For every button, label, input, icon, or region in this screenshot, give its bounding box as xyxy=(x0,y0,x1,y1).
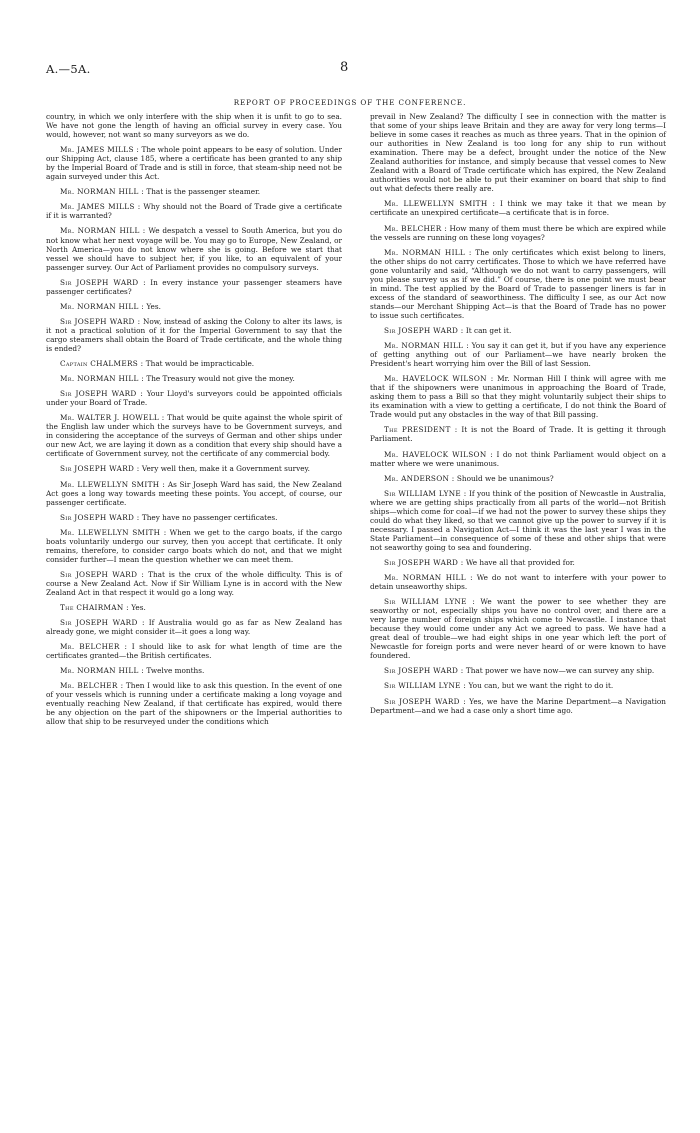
speaker-name: Sir JOSEPH WARD : xyxy=(60,389,144,399)
speech-text: That power we have now—we can survey any ship. xyxy=(465,666,655,676)
running-head: REPORT OF PROCEEDINGS OF THE CONFERENCE. xyxy=(233,98,467,107)
speaker-name: Mr. NORMAN HILL : xyxy=(384,247,472,257)
speaker-name: Sir WILLIAM LYNE : xyxy=(384,488,467,498)
speech-text: It is not the Board of Trade. It is getting it through Parliament. xyxy=(370,425,666,444)
speech-paragraph xyxy=(46,278,342,296)
speech-paragraph xyxy=(46,226,342,271)
speaker-name: Mr. NORMAN HILL : xyxy=(60,301,144,311)
speech-paragraph xyxy=(370,374,666,419)
speech-paragraph xyxy=(46,359,342,368)
speaker-name: Mr. NORMAN HILL : xyxy=(60,666,144,676)
speech-paragraph xyxy=(370,489,666,552)
speech-paragraph xyxy=(46,513,342,522)
speaker-name: Sir JOSEPH WARD : xyxy=(60,316,141,326)
speech-paragraph xyxy=(46,374,342,383)
speech-paragraph xyxy=(46,112,342,139)
speech-paragraph xyxy=(46,389,342,407)
speech-paragraph xyxy=(46,570,342,597)
speech-text: How many of them must there be which are expired while the vessels are running on these long voyages? xyxy=(370,223,666,242)
speaker-name: Captain CHALMERS : xyxy=(60,359,144,369)
speech-paragraph xyxy=(46,464,342,473)
page-reference: A.—5A. xyxy=(46,62,91,76)
speech-paragraph xyxy=(46,302,342,311)
speech-text: Very well then, make it a Government survey. xyxy=(141,464,310,474)
speech-paragraph xyxy=(370,326,666,335)
speaker-name: The PRESIDENT : xyxy=(384,425,458,435)
speech-paragraph xyxy=(370,224,666,242)
speaker-name: Mr. NORMAN HILL : xyxy=(384,573,473,583)
speaker-name: Mr. JAMES MILLS : xyxy=(60,202,141,212)
speech-text: When we get to the cargo boats, if the cargo boats voluntarily undergo our survey, then you accept that certificate. It only remains, therefore, to consider cargo boats which do not, and that we might consider further—I mean the question whether we can meet them. xyxy=(46,527,342,564)
speaker-name: Sir JOSEPH WARD : xyxy=(384,325,464,335)
speaker-name: Mr. BELCHER : xyxy=(384,223,448,233)
speaker-name: Sir JOSEPH WARD : xyxy=(60,618,145,628)
speaker-name: Mr. LLEWELLYN SMITH : xyxy=(60,479,166,489)
speech-text: prevail in New Zealand? The difficulty I see in connection with the matter is that some of your ships leave Britain and they are away for very long terms—I believe in some cases it reaches as much as three years. That in the opinion of our authorities in New Zealand is too long for any ship to run without examination. There may be a defect, brought under the notice of the New Zealand authorities for instance, and simply because that vessel comes to New Zealand with a Board of Trade certificate which has expired, the New Zealand authorities would not be able to put their examiner on board that ship to find out what defects there really are. xyxy=(370,112,666,194)
speech-text: You say it can get it, but if you have any experience of getting anything out of our Parliament—we have nearly broken the President's heart worrying him over the Bill of last Session. xyxy=(370,341,666,369)
speaker-name: Sir JOSEPH WARD : xyxy=(60,569,145,579)
speech-paragraph xyxy=(370,697,666,715)
speaker-name: Sir JOSEPH WARD : xyxy=(60,464,140,474)
speaker-name: Mr. BELCHER : xyxy=(60,681,124,691)
speech-text: That is the passenger steamer. xyxy=(146,187,261,197)
speech-paragraph xyxy=(46,603,342,612)
speech-text: I do not think Parliament would object on a matter where we were unanimous. xyxy=(370,449,667,468)
speech-paragraph xyxy=(46,528,342,564)
speech-text: You can, but we want the right to do it. xyxy=(468,681,614,691)
speaker-name: Mr. BELCHER : xyxy=(60,642,128,652)
speaker-name: Mr. JAMES MILLS : xyxy=(60,145,140,155)
speech-text: As Sir Joseph Ward has said, the New Zealand Act goes a long way towards meeting these points. You accept, of course, our passenger certificate. xyxy=(46,479,342,507)
speech-text: That is the crux of the whole difficulty. This is of course a New Zealand Act. Now if Sir William Lyne is in accord with the New Zealand Act in that respect it would go a long way. xyxy=(46,569,342,597)
speaker-name: Sir JOSEPH WARD : xyxy=(384,666,464,676)
speech-text: That would be impracticable. xyxy=(145,359,255,369)
speaker-name: Sir JOSEPH WARD : xyxy=(60,512,140,522)
speech-paragraph xyxy=(370,112,666,193)
speaker-name: Sir JOSEPH WARD : xyxy=(384,557,464,567)
speech-text: Twelve months. xyxy=(146,666,205,676)
speech-text: I think we may take it that we mean by certificate an unexpired certificate—a certificate that is in force. xyxy=(370,199,666,218)
speech-text: We want the power to see whether they are seaworthy or not, especially ships you have no control over, and there are a very large number of foreign ships which come to Newcastle. I instance that because they would come under any Act we agreed to pass. We have had a great deal of trouble—we had eight ships in one year which left the port of Newcastle for foreign ports and were never heard of or were known to have foundered. xyxy=(370,597,666,661)
speaker-name: Mr. NORMAN HILL : xyxy=(60,187,144,197)
speaker-name: Mr. HAVELOCK WILSON : xyxy=(384,449,494,459)
speaker-name: Mr. NORMAN HILL : xyxy=(384,341,469,351)
speech-text: Then I would like to ask this question. In the event of one of your vessels which is running under a certificate making a long voyage and eventually reaching New Zealand, if that certificate has expired, would there be any objection on the part of the shipowners or the Imperial authorities to allow that ship to be resurveyed under the conditions which xyxy=(46,681,342,727)
speech-paragraph xyxy=(370,199,666,217)
speech-text: Your Lloyd's surveyors could be appointed officials under your Board of Trade. xyxy=(46,389,342,408)
speech-text: It can get it. xyxy=(465,325,512,335)
speech-text: Yes. xyxy=(131,603,146,613)
speech-text: Why should not the Board of Trade give a certificate if it is warranted? xyxy=(46,202,342,221)
speech-paragraph xyxy=(370,450,666,468)
speech-paragraph xyxy=(46,480,342,507)
speech-paragraph xyxy=(370,425,666,443)
speech-text: Now, instead of asking the Colony to alter its laws, is it not a practical solution of it for the Imperial Government to say that the cargo steamers shall obtain the Board of Trade certificate, and the whole thing is ended? xyxy=(46,316,343,353)
speech-text: I should like to ask for what length of time are the certificates granted—the British certificates. xyxy=(46,642,343,661)
right-column xyxy=(370,112,666,721)
speech-paragraph xyxy=(46,666,342,675)
speech-text: country, in which we only interfere with the ship when it is unfit to go to sea. We have not gone the length of having an official survey in every case. You would, however, not want so many surveyors as we do. xyxy=(46,112,342,140)
speech-text: Yes. xyxy=(146,301,161,311)
page-number: 8 xyxy=(340,60,349,75)
speech-paragraph xyxy=(46,317,342,353)
speech-text: The Treasury would not give the money. xyxy=(146,374,295,384)
speaker-name: Mr. HAVELOCK WILSON : xyxy=(384,374,494,384)
speech-paragraph xyxy=(46,618,342,636)
speech-paragraph xyxy=(46,202,342,220)
speech-paragraph xyxy=(46,413,342,458)
speech-text: They have no passenger certificates. xyxy=(141,512,278,522)
speaker-name: Mr. LLEWELLYN SMITH : xyxy=(60,527,167,537)
speech-text: If Australia would go as far as New Zealand has already gone, we might consider it—it goes a long way. xyxy=(46,618,343,637)
speech-paragraph xyxy=(46,642,342,660)
speech-text: In every instance your passenger steamers have passenger certificates? xyxy=(46,277,342,296)
speech-paragraph xyxy=(46,187,342,196)
speaker-name: Mr. ANDERSON : xyxy=(384,473,455,483)
speech-text: That would be quite against the whole spirit of the English law under which the surveys have to be Government surveys, and in considering the acceptance of the surveys of German and other ships under our new Act, we are laying it down as a condition that every ship should have a certificate of Government survey, not the certificate of any commercial body. xyxy=(46,413,343,459)
speaker-name: Sir JOSEPH WARD : xyxy=(384,696,467,706)
speaker-name: Sir JOSEPH WARD : xyxy=(60,277,146,287)
speech-paragraph xyxy=(370,248,666,320)
speech-text: We do not want to interfere with your power to detain unseaworthy ships. xyxy=(370,573,666,592)
speech-text: If you think of the position of Newcastle in Australia, where we are getting ships practically from all parts of the world—not British ships—which come for coal—if we had not the power to survey these ships they could do what they liked, so that we cannot give up the power to survey if it is necessary. I passed a Navigation Act—I think it was the last year I was in the State Parliament—in consequence of some of these and other ships that were not seaworthy going to sea and foundering. xyxy=(370,488,666,552)
speaker-name: Mr. LLEWELLYN SMITH : xyxy=(384,199,496,209)
speech-paragraph xyxy=(370,341,666,368)
speaker-name: The CHAIRMAN : xyxy=(60,603,129,613)
speech-paragraph xyxy=(370,666,666,675)
speech-paragraph xyxy=(370,681,666,690)
left-column xyxy=(46,112,342,733)
speech-text: Should we be unanimous? xyxy=(456,473,554,483)
speaker-name: Mr. NORMAN HILL : xyxy=(60,374,144,384)
speech-text: Mr. Norman Hill I think will agree with me that if the shipowners were unanimous in approaching the Board of Trade, asking them to pass a Bill so that they might voluntarily subject their ships to its examination with a view to getting a certificate, I do not think the Board of Trade would put any obstacles in the way of that Bill passing. xyxy=(370,374,666,420)
speech-text: We have all that provided for. xyxy=(465,557,575,567)
speech-paragraph xyxy=(370,573,666,591)
speaker-name: Sir WILLIAM LYNE : xyxy=(384,681,467,691)
speaker-name: Mr. NORMAN HILL : xyxy=(60,226,146,236)
speech-text: Yes, we have the Marine Department—a Navigation Department—and we had a case only a short time ago. xyxy=(370,696,666,715)
speaker-name: Mr. WALTER J. HOWELL : xyxy=(60,413,165,423)
speech-paragraph xyxy=(46,145,342,181)
speech-text: The only certificates which exist belong to liners, the other ships do not carry certificates. Those to which we have referred have gone voluntarily and said, “Although we do not want to carry passengers, will you please survey us as if we did.” Of course, there is one point we must bear in mind. The test applied by the Board of Trade to passenger liners is far in excess of the standard of seaworthiness. The difficulty I see, as our Act now stands—our Merchant Shipping Act—is that the Board of Trade has no power to issue such certificates. xyxy=(370,247,667,320)
speech-paragraph xyxy=(370,474,666,483)
speaker-name: Sir WILLIAM LYNE : xyxy=(384,597,476,607)
speech-text: The whole point appears to be easy of solution. Under our Shipping Act, clause 185, where a certificate has been granted to any ship by the Imperial Board of Trade and is still in force, that steam-ship need not be again surveyed under this Act. xyxy=(46,145,342,182)
speech-paragraph xyxy=(370,558,666,567)
speech-text: We despatch a vessel to South America, but you do not know what her next voyage will be. You may go to Europe, New Zealand, or North America—you do not know where she is going. Before we start that vessel we should have to subject her, if you like, to an equivalent of your passenger survey. Our Act of Parliament provides no compulsory surveys. xyxy=(46,226,342,272)
speech-paragraph xyxy=(46,681,342,726)
speech-paragraph xyxy=(370,597,666,660)
